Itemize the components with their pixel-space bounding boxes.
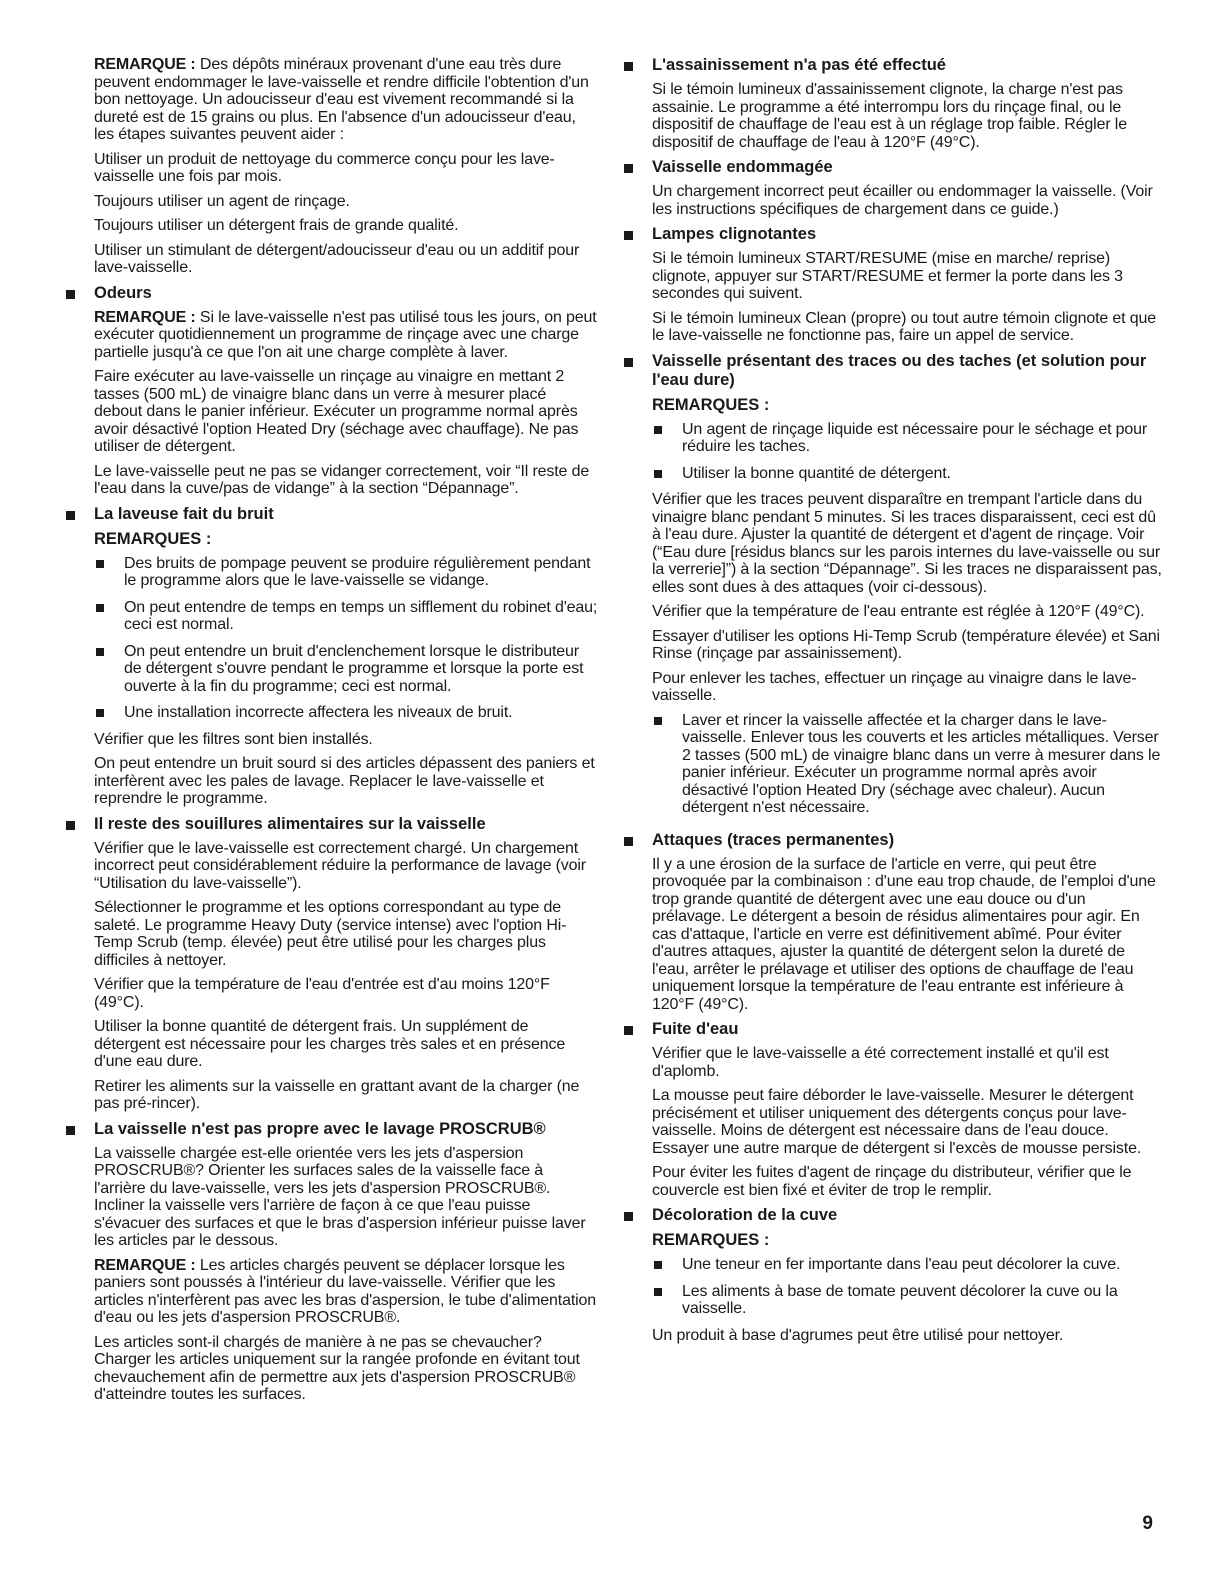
traces-p3: Essayer d'utiliser les options Hi-Temp Scrub (température élevée) et Sani Rinse (rinçage par assainissement).	[652, 627, 1160, 662]
intro-step-1: Utiliser un produit de nettoyage du commerce conçu pour les lave-vaisselle une fois par mois.	[94, 150, 555, 185]
bullet-square-icon	[66, 1126, 75, 1135]
section-fuite	[624, 1020, 1162, 1199]
section-title: Vaisselle endommagée	[652, 158, 833, 176]
section-assainissement	[624, 56, 1162, 151]
intro-step-4: Utiliser un stimulant de détergent/adoucisseur d'eau ou un additif pour lave-vaisselle.	[94, 241, 580, 276]
souillures-p2: Sélectionner le programme et les options correspondant au type de saleté. Le programme Heavy Duty (service intense) avec l'option Hi-Temp Scrub (temp. élevée) peut être utilisé pour les charges plus difficiles à nettoyer.	[94, 899, 567, 969]
bullet-square-icon	[96, 560, 104, 568]
proscrub-p2: Les articles sont-il chargés de manière à ne pas se chevaucher? Charger les articles uniquement sur la rangée profonde en évitant tout chevauchement afin de permettre aux jets d'aspersion PROSCRUB® d'atteindre toutes les surfaces.	[94, 1333, 580, 1403]
section-endommagee	[624, 158, 1162, 218]
proscrub-p1: La vaisselle chargée est-elle orientée vers les jets d'aspersion PROSCRUB®? Orienter les surfaces sales de la vaisselle face à l'arrière du lave-vaisselle, vers les jets d'aspersion PROSCRUB®. Incliner la vaisselle vers l'arrière de façon à ce que l'eau puisse s'évacuer des surfaces et que le bras d'aspersion inférieur puisse laver les articles par le dessous.	[94, 1144, 586, 1249]
odeurs-p1: Faire exécuter au lave-vaisselle un rinçage au vinaigre en mettant 2 tasses (500 mL) de vinaigre blanc dans un verre à mesurer placé debout dans le panier inférieur. Exécuter un programme normal après avoir désactivé l'option Heated Dry (séchage avec chauffage). Ne pas utiliser de détergent.	[94, 368, 579, 455]
souillures-p5: Retirer les aliments sur la vaisselle en grattant avant de la charger (ne pas pré-rincer).	[94, 1077, 580, 1112]
list-item: Laver et rincer la vaisselle affectée et la charger dans le lave-vaisselle. Enlever tous les couverts et les articles métalliques. Verser 2 tasses (500 mL) de vinaigre blanc dans un verre à mesurer dans le panier inférieur. Exécuter un programme normal après avoir désactivé l'option Heated Dry (séchage avec chaleur). Aucun détergent n'est nécessaire.	[652, 712, 1162, 817]
section-title: La vaisselle n'est pas propre avec le lavage PROSCRUB®	[94, 1119, 546, 1138]
list-item: Utiliser la bonne quantité de détergent.	[652, 465, 1162, 483]
list-item: Les aliments à base de tomate peuvent décolorer la cuve ou la vaisselle.	[652, 1283, 1162, 1318]
section-odeurs	[66, 284, 598, 498]
fuite-p2: La mousse peut faire déborder le lave-vaisselle. Mesurer le détergent précisément et utiliser uniquement des détergents conçus pour lave-vaisselle. Moins de détergent est nécessaire dans de l'eau douce. Essayer une autre marque de détergent si l'excès de mousse persiste.	[652, 1087, 1142, 1157]
left-column	[66, 56, 598, 1411]
intro-step-3: Toujours utiliser un détergent frais de grande qualité.	[94, 217, 459, 234]
remarques-label: REMARQUES :	[652, 395, 770, 414]
bullet-square-icon	[96, 604, 104, 612]
bullet-square-icon	[624, 1026, 633, 1035]
section-decoloration	[624, 1206, 1162, 1344]
list-item: Une installation incorrecte affectera les niveaux de bruit.	[94, 704, 598, 722]
list-item: Un agent de rinçage liquide est nécessaire pour le séchage et pour réduire les taches.	[652, 421, 1162, 456]
attaques-p1: Il y a une érosion de la surface de l'article en verre, qui peut être provoquée par la combinaison : d'une eau trop chaude, de l'emploi d'une trop grande quantité de détergent avec une eau douce ou d'un prélavage. Le détergent a besoin de résidus alimentaires pour agir. En cas d'attaque, l'article en verre est définitivement abîmé. Pour éviter d'autres attaques, ajuster la quantité de détergent selon la dureté de l'eau, arrêter le prélavage et utiliser des options de chauffage de l'eau uniquement lorsque la température de l'eau entrante est inférieure à 120°F (49°C).	[652, 855, 1156, 1013]
section-intro	[66, 56, 598, 277]
bullet-square-icon	[96, 709, 104, 717]
section-title: Odeurs	[94, 283, 152, 302]
section-lampes	[624, 225, 1162, 345]
list-item: On peut entendre de temps en temps un sifflement du robinet d'eau; ceci est normal.	[94, 599, 598, 634]
souillures-p1: Vérifier que le lave-vaisselle est correctement chargé. Un chargement incorrect peut considérablement réduire la performance de lavage (voir “Utilisation du lave-vaisselle”).	[94, 839, 586, 892]
endommagee-p1: Un chargement incorrect peut écailler ou endommager la vaisselle. (Voir les instructions spécifiques de chargement dans ce guide.)	[652, 183, 1153, 218]
odeurs-remark: REMARQUE : Si le lave-vaisselle n'est pas utilisé tous les jours, on peut exécuter quotidiennement un programme de rinçage avec une charge partielle jusqu'à ce que l'on ait une charge complète à laver.	[94, 308, 597, 361]
souillures-p3: Vérifier que la température de l'eau d'entrée est d'au moins 120°F (49°C).	[94, 976, 550, 1011]
bullet-square-icon	[624, 62, 633, 71]
bullet-square-icon	[654, 717, 662, 725]
section-bruit	[66, 505, 598, 808]
bullet-square-icon	[654, 426, 662, 434]
section-traces	[624, 352, 1162, 817]
section-title: Décoloration de la cuve	[652, 1206, 838, 1224]
bullet-square-icon	[654, 470, 662, 478]
section-title: La laveuse fait du bruit	[94, 504, 274, 523]
page-number: 9	[1142, 1513, 1153, 1534]
proscrub-remark: REMARQUE : Les articles chargés peuvent se déplacer lorsque les paniers sont poussés à l'intérieur du lave-vaisselle. Vérifier que les articles n'interfèrent pas avec les bras d'aspersion, le tube d'alimentation d'eau ou les jets d'aspersion PROSCRUB®.	[94, 1256, 597, 1326]
section-souillures	[66, 815, 598, 1113]
bullet-square-icon	[624, 837, 633, 846]
section-proscrub	[66, 1120, 598, 1404]
section-title: Attaques (traces permanentes)	[652, 830, 895, 849]
traces-p4: Pour enlever les taches, effectuer un rinçage au vinaigre dans le lave-vaisselle.	[652, 669, 1137, 704]
right-column	[624, 56, 1162, 1351]
remarques-label: REMARQUES :	[652, 1231, 770, 1249]
lampes-p1: Si le témoin lumineux START/RESUME (mise en marche/ reprise) clignote, appuyer sur START/RESUME et fermer la porte dans les 3 secondes qui suivent.	[652, 250, 1123, 302]
bruit-p1: Vérifier que les filtres sont bien installés.	[94, 730, 373, 748]
bruit-p2: On peut entendre un bruit sourd si des articles dépassent des paniers et interfèrent avec les pales de lavage. Replacer le lave-vaisselle et reprendre le programme.	[94, 755, 595, 807]
bullet-square-icon	[624, 164, 633, 173]
bullet-square-icon	[96, 648, 104, 656]
souillures-p4: Utiliser la bonne quantité de détergent frais. Un supplément de détergent est nécessaire pour les charges très sales et en présence d'une eau dure.	[94, 1018, 566, 1070]
list-item: Une teneur en fer importante dans l'eau peut décolorer la cuve.	[652, 1256, 1162, 1274]
traces-p2: Vérifier que la température de l'eau entrante est réglée à 120°F (49°C).	[652, 603, 1145, 620]
bullet-square-icon	[654, 1288, 662, 1296]
list-item: Des bruits de pompage peuvent se produire régulièrement pendant le programme alors que le lave-vaisselle se vidange.	[94, 555, 598, 590]
remarques-label: REMARQUES :	[94, 529, 212, 548]
intro-remark: REMARQUE : Des dépôts minéraux provenant d'une eau très dure peuvent endommager le lave-vaisselle et rendre difficile l'obtention d'un bon nettoyage. Un adoucisseur d'eau est vivement recommandé si la dureté est de 15 grains ou plus. En l'absence d'un adoucisseur d'eau, les étapes suivantes peuvent aider :	[94, 56, 589, 143]
section-title: Fuite d'eau	[652, 1020, 739, 1038]
bullet-square-icon	[624, 231, 633, 240]
section-title: L'assainissement n'a pas été effectué	[652, 56, 946, 74]
bullet-square-icon	[654, 1261, 662, 1269]
section-attaques	[624, 831, 1162, 1014]
bullet-square-icon	[66, 290, 75, 299]
bullet-square-icon	[66, 511, 75, 520]
section-title: Lampes clignotantes	[652, 225, 817, 243]
fuite-p1: Vérifier que le lave-vaisselle a été correctement installé et qu'il est d'aplomb.	[652, 1045, 1109, 1080]
section-title: Il reste des souillures alimentaires sur la vaisselle	[94, 814, 486, 833]
traces-p1: Vérifier que les traces peuvent disparaître en trempant l'article dans du vinaigre blanc pendant 5 minutes. Si les traces disparaissent, ceci est dû à l'eau dure. Ajuster la quantité de détergent et d'agent de rinçage. Voir (“Eau dure [résidus blancs sur les parois internes du lave-vaisselle ou sur la verrerie]”) à la section “Dépannage”. Si les traces ne disparaissent pas, elles sont dues à des attaques (voir ci-dessous).	[652, 491, 1162, 596]
decoloration-p1: Un produit à base d'agrumes peut être utilisé pour nettoyer.	[652, 1326, 1064, 1344]
odeurs-p2: Le lave-vaisselle peut ne pas se vidanger correctement, voir “Il reste de l'eau dans la cuve/pas de vidange” à la section “Dépannage”.	[94, 462, 590, 497]
lampes-p2: Si le témoin lumineux Clean (propre) ou tout autre témoin clignote et que le lave-vaisselle ne fonctionne pas, faire un appel de service.	[652, 309, 1157, 344]
fuite-p3: Pour éviter les fuites d'agent de rinçage du distributeur, vérifier que le couvercle est bien fixé et éviter de trop le remplir.	[652, 1164, 1132, 1199]
bullet-square-icon	[624, 1212, 633, 1221]
list-item: On peut entendre un bruit d'enclenchement lorsque le distributeur de détergent s'ouvre pendant le programme et lorsque la porte est ouverte à la fin du programme; ceci est normal.	[94, 643, 598, 696]
bullet-square-icon	[624, 358, 633, 367]
bullet-square-icon	[66, 821, 75, 830]
intro-step-2: Toujours utiliser un agent de rinçage.	[94, 192, 350, 210]
assainissement-p1: Si le témoin lumineux d'assainissement clignote, la charge n'est pas assainie. Le programme a été interrompu lors du rinçage final, ou le dispositif de chauffage de l'eau est à un réglage trop faible. Régler le dispositif de chauffage de l'eau à 120°F (49°C).	[652, 81, 1127, 151]
section-title: Vaisselle présentant des traces ou des taches (et solution pour l'eau dure)	[652, 351, 1147, 389]
